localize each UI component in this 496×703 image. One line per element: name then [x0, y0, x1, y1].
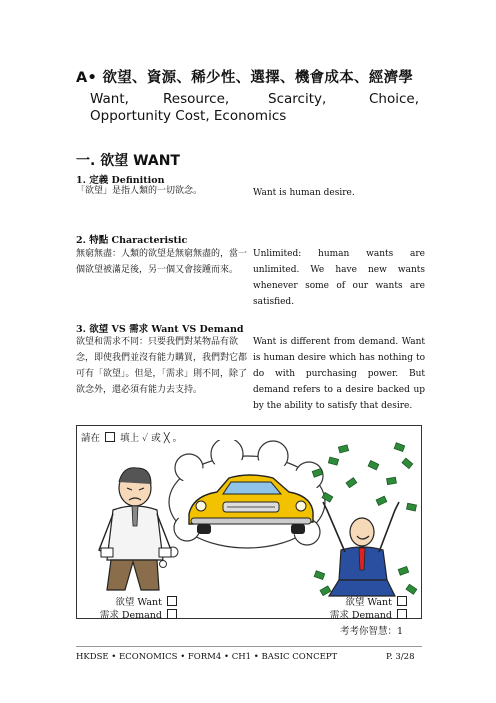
check-mark-icon: ✓ [142, 433, 149, 444]
exercise-box [76, 425, 422, 619]
subtitle-want: Want, [90, 91, 129, 107]
instruction-mid: 填上 [120, 433, 140, 444]
right-want-choice [323, 594, 409, 608]
rich-man-icon [323, 502, 399, 596]
subtitle-scarcity: Scarcity, [268, 91, 327, 107]
item-2-zh: 無窮無盡：人類的欲望是無窮無盡的，當一個欲望被滿足後，另一個又會接踵而來。 [76, 249, 248, 275]
item-2-en: Unlimited: human wants are unlimited. We have new wants whenever some of our wants are satisfied. [253, 249, 425, 307]
right-demand-label: 需求 Demand [329, 610, 392, 621]
left-want-checkbox[interactable] [167, 596, 177, 606]
right-demand-checkbox[interactable] [397, 609, 407, 619]
footer-left: HKDSE • ECONOMICS • FORM4 • CH1 • BASIC CONCEPT [76, 652, 338, 662]
subtitle-line2: Opportunity Cost, Economics [90, 108, 287, 124]
right-want-label: 欲望 Want [345, 597, 392, 608]
instruction-or: 或 [151, 433, 161, 444]
page-title: A• 欲望、資源、稀少性、選擇、機會成本、經濟學 [76, 70, 414, 86]
item-1-heading: 1. 定義 Definition [76, 175, 165, 186]
item-3-en: Want is different from demand. Want is human desire which has nothing to do with purchasing power. But demand refers to a desire backed up by the ability to satisfy that desire. [253, 337, 425, 411]
left-want-label: 欲望 Want [115, 597, 162, 608]
item-3-heading: 3. 欲望 VS 需求 Want VS Demand [76, 324, 244, 335]
page-number: P. 3/28 [386, 652, 415, 662]
left-demand-choice [95, 607, 179, 621]
item-1-en: Want is human desire. [253, 188, 355, 198]
right-demand-choice [323, 607, 409, 621]
instruction-end: 。 [172, 433, 183, 444]
subtitle-resource: Resource, [163, 91, 230, 107]
left-want-choice [95, 594, 179, 608]
left-demand-label: 需求 Demand [99, 610, 162, 621]
section-heading: 一. 欲望 WANT [76, 153, 180, 169]
subtitle-choice: Choice, [369, 91, 420, 107]
item-2-heading: 2. 特點 Characteristic [76, 235, 188, 246]
sad-man-icon [99, 468, 171, 590]
footer-divider [76, 646, 422, 647]
right-want-checkbox[interactable] [397, 596, 407, 606]
instruction-prefix: 請在 [81, 433, 101, 444]
item-1-zh: 「欲望」是指人類的一切欲念。 [76, 186, 203, 196]
left-demand-checkbox[interactable] [167, 609, 177, 619]
quiz-label: 考考你智慧：1 [340, 626, 404, 637]
item-3-zh: 欲望和需求不同：只要我們對某物品有欲念，即使我們並沒有能力購買，我們對它都可有「欲望」。但是，「需求」則不同，除了欲念外，還必須有能力去支持。 [76, 337, 248, 395]
cross-mark-icon: ╳ [163, 433, 170, 444]
cartoon-illustration [77, 440, 421, 600]
